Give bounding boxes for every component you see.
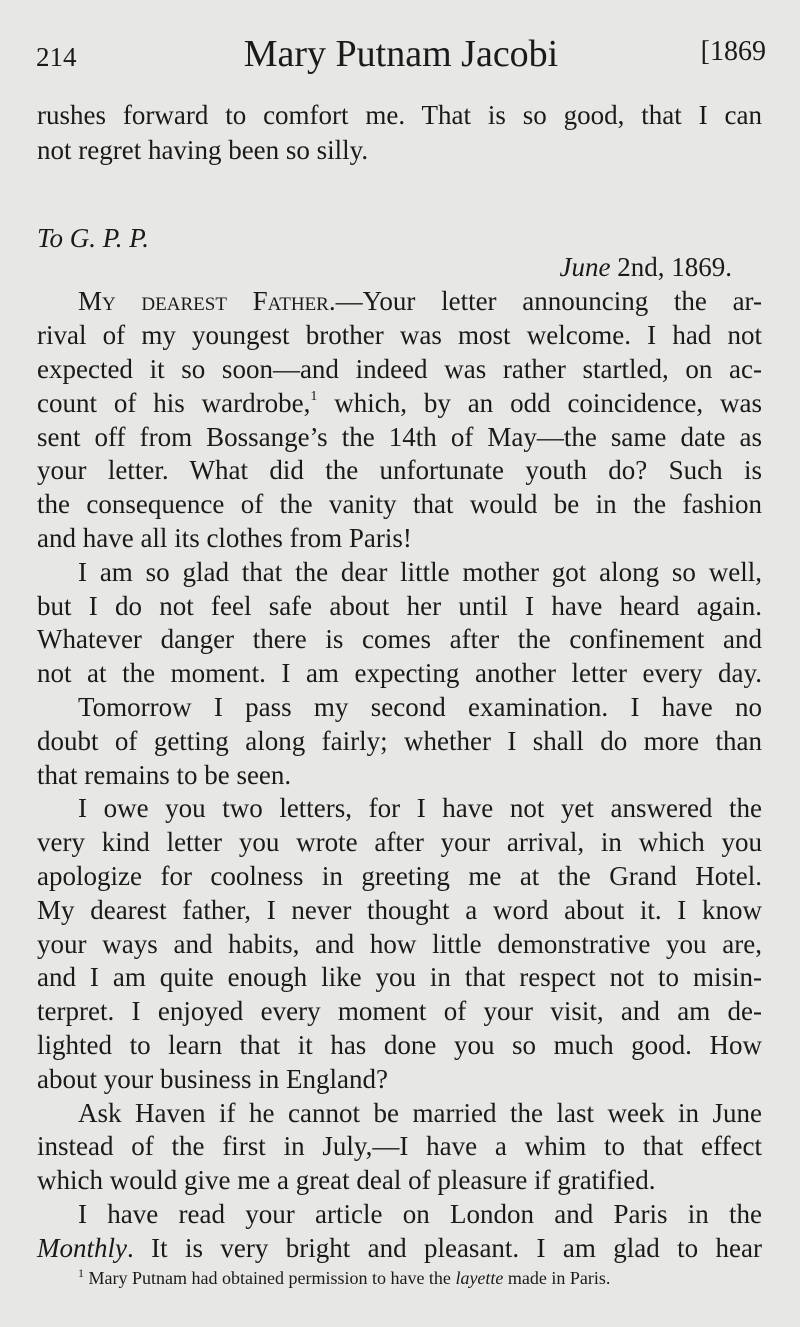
letter-salutation: To G. P. P. xyxy=(37,223,150,253)
text-line: expected it so soon—and indeed was rather startled, on ac- xyxy=(37,354,762,384)
text-line: doubt of getting along fairly; whether I shall do more than xyxy=(37,726,762,756)
text-span: —Your letter announcing the ar- xyxy=(335,286,763,316)
text-line: your letter. What did the unfortunate youth do? Such is xyxy=(37,455,762,485)
text-line: the consequence of the vanity that would be in the fashion xyxy=(37,489,762,519)
text-span: count of his wardrobe, xyxy=(37,388,311,418)
text-line: not regret having been so silly. xyxy=(37,135,369,165)
text-line: which would give me a great deal of pleasure if gratified. xyxy=(37,1165,656,1195)
text-line: not at the moment. I am expecting another letter every day. xyxy=(37,658,762,688)
text-line: My dearest father, I never thought a word about it. I know xyxy=(37,895,762,925)
text-line: Tomorrow I pass my second examination. I have no xyxy=(78,692,762,722)
text-line: and I am quite enough like you in that respect not to misin- xyxy=(37,962,762,992)
text-line: and have all its clothes from Paris! xyxy=(37,523,412,553)
text-line xyxy=(37,1231,762,1265)
text-line: I owe you two letters, for I have not yet answered the xyxy=(78,793,762,823)
text-line: I am so glad that the dear little mother got along so well, xyxy=(78,557,762,587)
date-month: June xyxy=(559,252,611,282)
text-line: I have read your article on London and Paris in the xyxy=(78,1199,762,1229)
text-line: about your business in England? xyxy=(37,1064,388,1094)
text-line: rival of my youngest brother was most welcome. I had not xyxy=(37,320,762,350)
magazine-title: Monthly xyxy=(37,1233,127,1263)
text-line: instead of the first in July,—I have a whim to that effect xyxy=(37,1131,762,1161)
text-line: rushes forward to comfort me. That is so good, that I can xyxy=(37,100,762,130)
footnote-reference: 1 xyxy=(310,389,318,404)
letter-date xyxy=(560,252,732,283)
text-line xyxy=(78,284,762,318)
text-line: Whatever danger there is comes after the confinement and xyxy=(37,624,762,654)
text-line: lighted to learn that it has done you so much good. How xyxy=(37,1030,762,1060)
text-span: which, by an odd coincidence, was xyxy=(317,388,762,418)
text-line: but I do not feel safe about her until I have heard again. xyxy=(37,591,762,621)
text-line xyxy=(37,386,762,420)
running-title: Mary Putnam Jacobi xyxy=(243,33,559,75)
text-line: that remains to be seen. xyxy=(37,760,292,790)
footnote xyxy=(78,1268,768,1289)
header-year: [1869 xyxy=(700,36,766,67)
footnote-italic: layette xyxy=(455,1268,504,1288)
footnote-marker: 1 xyxy=(78,1266,84,1280)
text-line: apologize for coolness in greeting me at the Grand Hotel. xyxy=(37,861,762,891)
opening-small-caps: My dearest Father. xyxy=(78,286,336,316)
text-span: . It is very bright and pleasant. I am glad to hear xyxy=(126,1233,762,1263)
text-line: terpret. I enjoyed every moment of your visit, and am de- xyxy=(37,996,762,1026)
text-line: sent off from Bossange’s the 14th of May—the same date as xyxy=(37,422,762,452)
text-line: your ways and habits, and how little demonstrative you are, xyxy=(37,929,762,959)
page-number: 214 xyxy=(36,42,77,72)
footnote-text: Mary Putnam had obtained permission to have the xyxy=(88,1268,456,1288)
text-line: Ask Haven if he cannot be married the last week in June xyxy=(78,1098,762,1128)
date-rest: 2nd, 1869. xyxy=(610,252,732,282)
page-header xyxy=(36,28,766,88)
footnote-text-end: made in Paris. xyxy=(503,1268,611,1288)
text-line: very kind letter you wrote after your arrival, in which you xyxy=(37,827,762,857)
